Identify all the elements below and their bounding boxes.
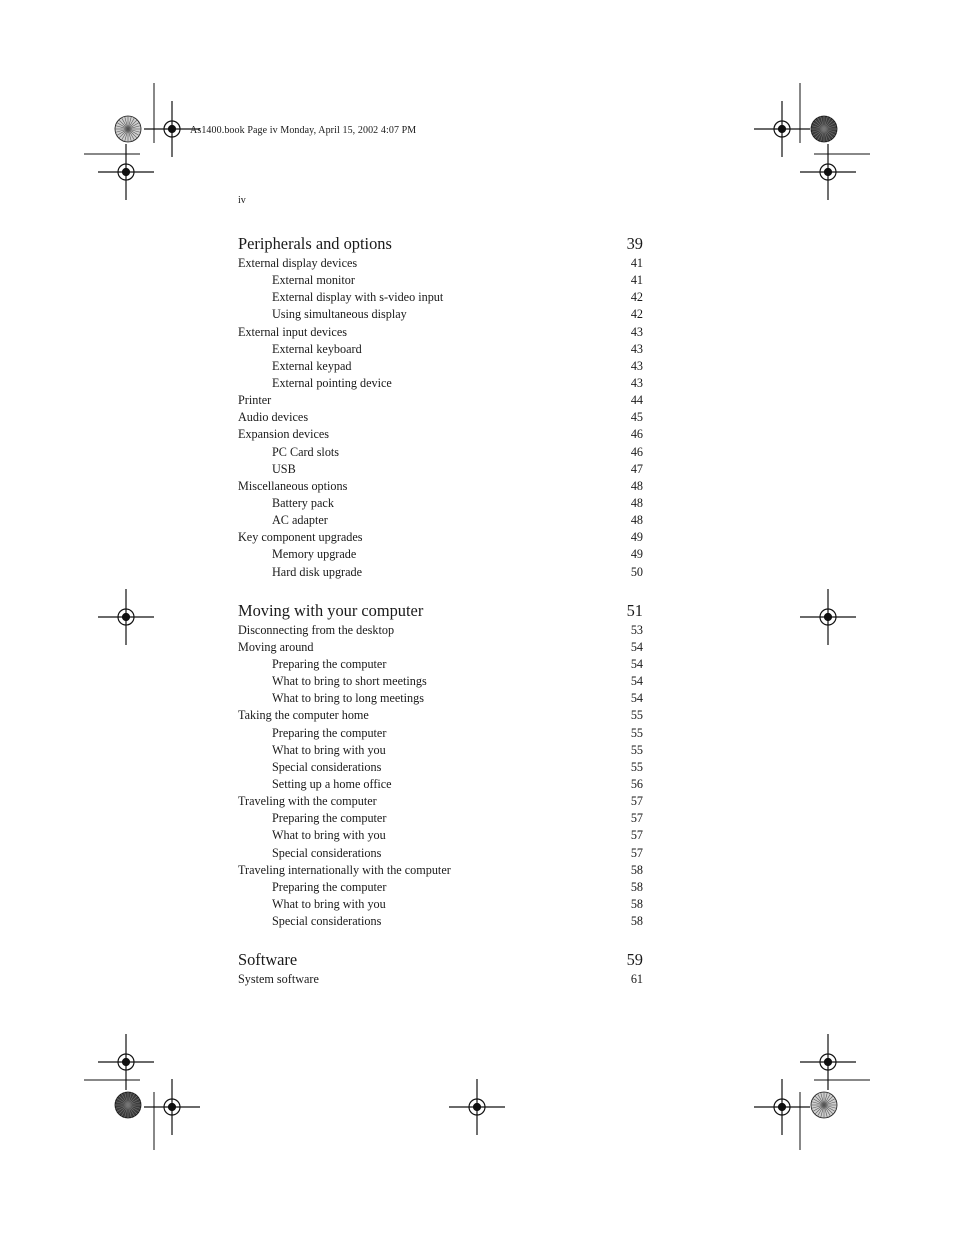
toc-entry-page: 46	[630, 444, 643, 459]
toc-entry-label: What to bring with you	[272, 742, 386, 757]
toc-section	[238, 948, 643, 988]
toc-section-page: 59	[626, 950, 643, 970]
table-of-contents	[238, 232, 643, 1006]
toc-entry-label: Printer	[238, 393, 272, 408]
toc-entry-label: Traveling internationally with the computer	[238, 862, 451, 877]
toc-entry-page: 48	[630, 478, 643, 493]
toc-entry-page: 57	[630, 845, 643, 860]
toc-entry[interactable]	[238, 495, 643, 512]
toc-section-page: 51	[626, 600, 643, 620]
toc-entry[interactable]	[238, 409, 643, 426]
toc-entry-label: External pointing device	[272, 375, 392, 390]
toc-entry[interactable]	[238, 759, 643, 776]
toc-entry-page: 45	[630, 410, 643, 425]
toc-entry[interactable]	[238, 971, 643, 988]
toc-entry-page: 58	[630, 862, 643, 877]
toc-entry[interactable]	[238, 255, 643, 272]
toc-entry[interactable]	[238, 793, 643, 810]
toc-entry-page: 42	[630, 290, 643, 305]
toc-entry-page: 48	[630, 495, 643, 510]
page-number: iv	[238, 195, 246, 206]
toc-entry-label: Miscellaneous options	[238, 478, 348, 493]
toc-entry-label: Preparing the computer	[272, 725, 387, 740]
toc-entry[interactable]	[238, 461, 643, 478]
toc-entry-label: Disconnecting from the desktop	[238, 622, 395, 637]
starburst-mark	[115, 1092, 141, 1118]
toc-entry-label: Preparing the computer	[272, 811, 387, 826]
toc-entry-label: Hard disk upgrade	[272, 564, 363, 579]
toc-entry-page: 58	[630, 879, 643, 894]
toc-entry-page: 54	[630, 639, 643, 654]
registration-mark	[800, 144, 856, 200]
toc-entry-page: 47	[630, 461, 643, 476]
toc-entry-page: 42	[630, 307, 643, 322]
toc-entry-page: 43	[630, 324, 643, 339]
toc-entry[interactable]	[238, 289, 643, 306]
toc-entry-label: External input devices	[238, 324, 347, 339]
toc-entry-page: 55	[630, 742, 643, 757]
toc-entry[interactable]	[238, 478, 643, 495]
registration-mark	[800, 589, 856, 645]
toc-entry[interactable]	[238, 673, 643, 690]
toc-entry[interactable]	[238, 656, 643, 673]
toc-section-title: Software	[238, 950, 298, 970]
toc-entry[interactable]	[238, 444, 643, 461]
toc-entry[interactable]	[238, 426, 643, 443]
toc-entry-label: What to bring with you	[272, 828, 386, 843]
registration-mark	[98, 1034, 154, 1090]
starburst-mark	[811, 116, 837, 142]
toc-entry-page: 54	[630, 656, 643, 671]
toc-entry[interactable]	[238, 512, 643, 529]
toc-entry[interactable]	[238, 622, 643, 639]
toc-entry-page: 41	[630, 256, 643, 270]
toc-entry-page: 41	[630, 273, 643, 288]
toc-entry-label: Taking the computer home	[238, 708, 369, 723]
toc-entry-label: AC adapter	[272, 513, 328, 528]
toc-entry-label: Special considerations	[272, 845, 382, 860]
toc-entry-page: 46	[630, 427, 643, 442]
toc-entry-page: 58	[630, 896, 643, 911]
toc-entry[interactable]	[238, 639, 643, 656]
toc-entry-label: USB	[272, 461, 296, 476]
toc-entry[interactable]	[238, 913, 643, 930]
toc-section-heading[interactable]	[238, 948, 643, 971]
toc-entry-label: Memory upgrade	[272, 547, 357, 562]
toc-entry-page: 53	[630, 622, 643, 637]
toc-entry-page: 55	[630, 708, 643, 723]
toc-entry-label: Preparing the computer	[272, 656, 387, 671]
registration-mark	[98, 144, 154, 200]
registration-mark	[98, 589, 154, 645]
toc-entry-page: 58	[630, 914, 643, 929]
toc-entry-label: Special considerations	[272, 914, 382, 929]
toc-entry-label: Battery pack	[272, 495, 334, 510]
toc-section-page: 39	[626, 234, 643, 253]
toc-entry-label: External monitor	[272, 273, 355, 288]
toc-entry-page: 57	[630, 794, 643, 809]
toc-entry-label: Preparing the computer	[272, 879, 387, 894]
toc-entry-label: PC Card slots	[272, 444, 340, 459]
registration-mark	[449, 1079, 505, 1135]
toc-entry-page: 48	[630, 513, 643, 528]
toc-entry-label: Traveling with the computer	[238, 794, 377, 809]
print-header: As1400.book Page iv Monday, April 15, 2002 4:07 PM	[190, 125, 417, 136]
toc-entry-page: 57	[630, 828, 643, 843]
toc-entry[interactable]	[238, 341, 643, 358]
toc-section	[238, 232, 643, 581]
toc-entry-page: 43	[630, 375, 643, 390]
toc-entry-label: What to bring to short meetings	[272, 674, 427, 689]
toc-entry[interactable]	[238, 272, 643, 289]
toc-entry[interactable]	[238, 546, 643, 563]
starburst-mark	[115, 116, 141, 142]
toc-entry[interactable]	[238, 742, 643, 759]
toc-entry-page: 54	[630, 691, 643, 706]
toc-entry-label: External keypad	[272, 358, 352, 373]
registration-mark	[754, 1079, 810, 1135]
toc-entry-page: 44	[630, 393, 643, 408]
toc-section-title: Moving with your computer	[238, 600, 424, 620]
toc-entry[interactable]	[238, 690, 643, 707]
toc-entry-label: Using simultaneous display	[272, 307, 407, 322]
toc-entry-page: 57	[630, 811, 643, 826]
toc-entry-page: 54	[630, 674, 643, 689]
toc-entry-page: 49	[630, 530, 643, 545]
toc-entry-label: Setting up a home office	[272, 776, 392, 791]
toc-entry[interactable]	[238, 564, 643, 581]
toc-entry-label: External display devices	[238, 256, 358, 270]
toc-entry-label: Audio devices	[238, 410, 309, 425]
toc-entry-label: Expansion devices	[238, 427, 330, 442]
toc-section-heading[interactable]	[238, 232, 643, 255]
toc-entry[interactable]	[238, 529, 643, 546]
toc-entry-label: Key component upgrades	[238, 530, 363, 545]
toc-entry[interactable]	[238, 306, 643, 323]
toc-entry[interactable]	[238, 725, 643, 742]
registration-mark	[800, 1034, 856, 1090]
toc-entry-label: What to bring with you	[272, 896, 386, 911]
toc-entry-page: 61	[630, 972, 643, 987]
toc-entry[interactable]	[238, 375, 643, 392]
toc-entry-page: 55	[630, 759, 643, 774]
toc-entry[interactable]	[238, 810, 643, 827]
toc-entry-page: 43	[630, 358, 643, 373]
toc-entry[interactable]	[238, 392, 643, 409]
toc-entry-page: 49	[630, 547, 643, 562]
toc-entry-label: System software	[238, 972, 319, 987]
registration-mark	[144, 1079, 200, 1135]
registration-mark	[754, 101, 810, 157]
toc-entry-label: Special considerations	[272, 759, 382, 774]
toc-entry[interactable]	[238, 862, 643, 879]
toc-entry[interactable]	[238, 324, 643, 341]
toc-entry[interactable]	[238, 827, 643, 844]
starburst-mark	[811, 1092, 837, 1118]
toc-entry-label: What to bring to long meetings	[272, 691, 424, 706]
toc-entry[interactable]	[238, 845, 643, 862]
toc-entry-page: 55	[630, 725, 643, 740]
toc-entry[interactable]	[238, 879, 643, 896]
toc-entry-page: 43	[630, 341, 643, 356]
toc-section	[238, 599, 643, 931]
toc-section-title: Peripherals and options	[238, 234, 392, 253]
toc-entry[interactable]	[238, 776, 643, 793]
toc-entry[interactable]	[238, 896, 643, 913]
toc-entry-page: 56	[630, 776, 643, 791]
toc-entry-label: External display with s-video input	[272, 290, 444, 305]
toc-entry-label: External keyboard	[272, 341, 362, 356]
toc-entry[interactable]	[238, 358, 643, 375]
toc-entry[interactable]	[238, 707, 643, 724]
toc-entry-label: Moving around	[238, 639, 314, 654]
toc-section-heading[interactable]	[238, 599, 643, 622]
toc-entry-page: 50	[630, 564, 643, 579]
